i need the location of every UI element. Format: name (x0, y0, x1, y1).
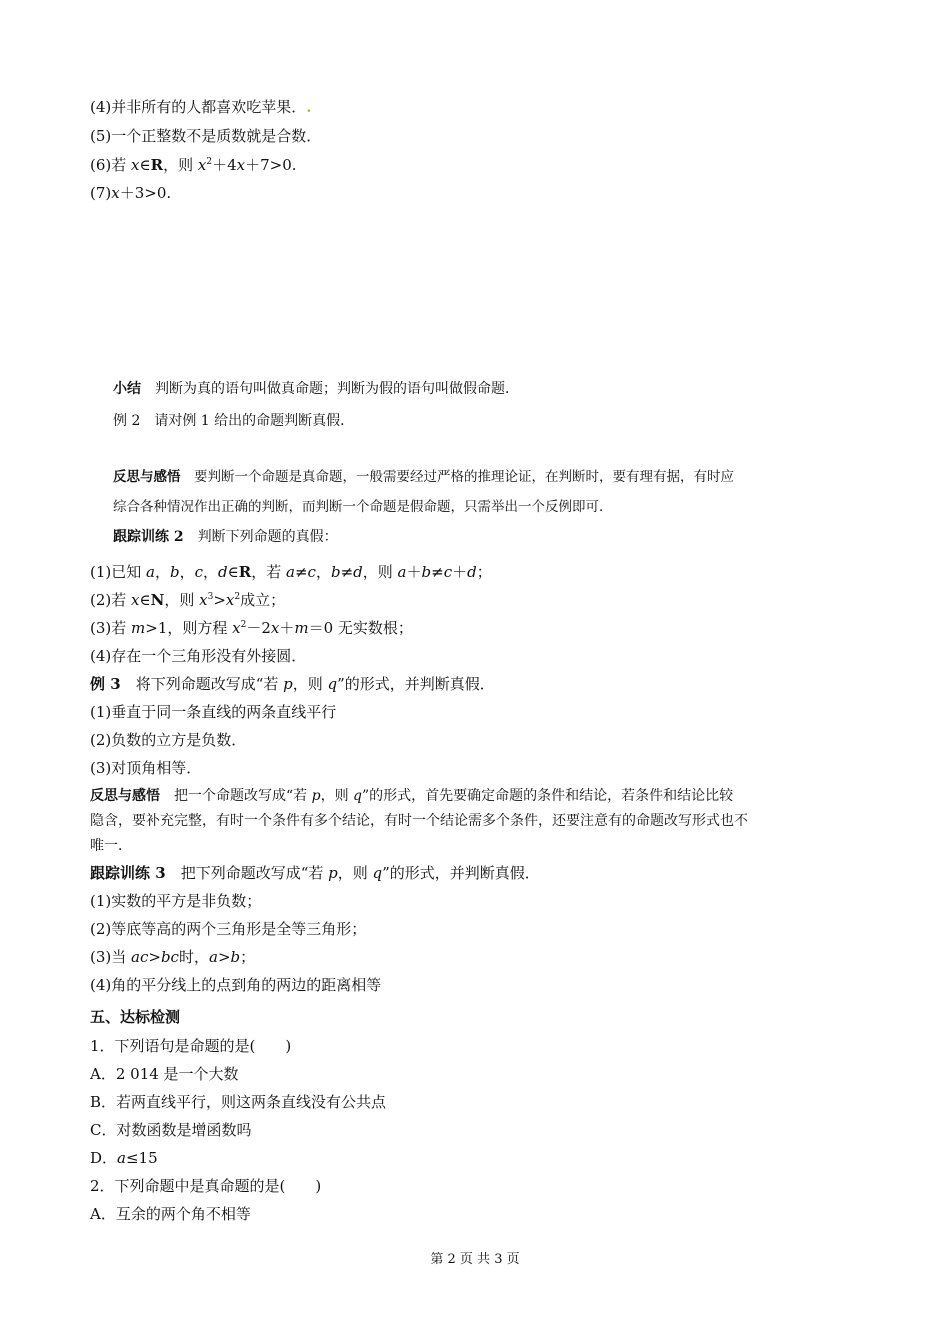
item-4: (4)并非所有的人都喜欢吃苹果．. (90, 98, 312, 116)
example-3-item-2: (2)负数的立方是负数． (90, 731, 247, 749)
example-3-item-3: (3)对顶角相等． (90, 759, 202, 777)
follow-up-3-item-4: (4)角的平分线上的点到角的两边的距离相等 (90, 976, 382, 994)
reflection-3-line1: 反思与感悟 把一个命题改写成“若 p，则 q”的形式，首先要确定命题的条件和结论，若条件和结论比较 (90, 788, 734, 804)
follow-up-2-item-3: (3)若 m>1，则方程 $x^2-2x+m=0$ 无实数根； (90, 619, 413, 637)
item-5: (5)一个正整数不是质数就是合数． (90, 127, 322, 145)
summary: 小结 判断为真的语句叫做真命题；判断为假的语句叫做假命题． (113, 381, 519, 397)
reflection-3-line2: 隐含，要补充完整，有时一个条件有多个结论，有时一个结论需多个条件，还要注意有的命题改写形式也不 (90, 813, 748, 829)
follow-up-3-item-2: (2)等底等高的两个三角形是全等三角形； (90, 920, 367, 938)
section-5-title: 五、达标检测 (90, 1008, 181, 1026)
follow-up-2-item-2: (2)若 x∈N，则 $x^3>x^2$成立； (90, 591, 286, 609)
question-2-option-a: A．互余的两个角不相等 (90, 1205, 251, 1223)
follow-up-3-heading: 跟踪训练 3 把下列命题改写成“若 p，则 q”的形式，并判断真假． (90, 864, 540, 882)
follow-up-2-item-1: (1)已知 a，b，c，d∈R，若 a≠c，b≠d，则 a＋b≠c＋d； (90, 563, 492, 581)
example-3-heading: 例 3 将下列命题改写成“若 p，则 q”的形式，并判断真假． (90, 675, 495, 693)
follow-up-2-heading: 跟踪训练 2 判断下列命题的真假： (113, 529, 338, 545)
follow-up-3-item-1: (1)实数的平方是非负数； (90, 892, 262, 910)
reflection-3-line3: 唯一． (90, 838, 132, 854)
question-1-option-b: B．若两直线平行，则这两条直线没有公共点 (90, 1093, 387, 1111)
item-6: (6)若 x∈R，则 $x^2+4x+7>0$. (90, 156, 297, 174)
reflection-1-line2: 综合各种情况作出正确的判断，而判断一个命题是假命题，只需举出一个反例即可． (113, 499, 613, 515)
reflection-1-line1: 反思与感悟 要判断一个命题是真命题，一般需要经过严格的推理论证，在判断时，要有理有据，有时应 (113, 469, 734, 485)
example-3-item-1: (1)垂直于同一条直线的两条直线平行 (90, 703, 337, 721)
question-1-option-a: A．2 014 是一个大数 (90, 1065, 239, 1083)
question-1-option-c: C．对数函数是增函数吗 (90, 1121, 252, 1139)
follow-up-2-item-4: (4)存在一个三角形没有外接圆． (90, 647, 307, 665)
question-2: 2．下列命题中是真命题的是( ) (90, 1177, 322, 1195)
page-footer: 第 2 页 共 3 页 (430, 1252, 520, 1267)
example-2: 例 2 请对例 1 给出的命题判断真假． (113, 413, 355, 429)
question-1-option-d: D．a≤15 (90, 1149, 158, 1167)
marker-dot: . (306, 98, 312, 116)
follow-up-3-item-3: (3)当 ac>bc时，a>b； (90, 948, 256, 966)
question-1: 1．下列语句是命题的是( ) (90, 1037, 292, 1055)
item-7: (7)x＋3>0. (90, 184, 172, 202)
